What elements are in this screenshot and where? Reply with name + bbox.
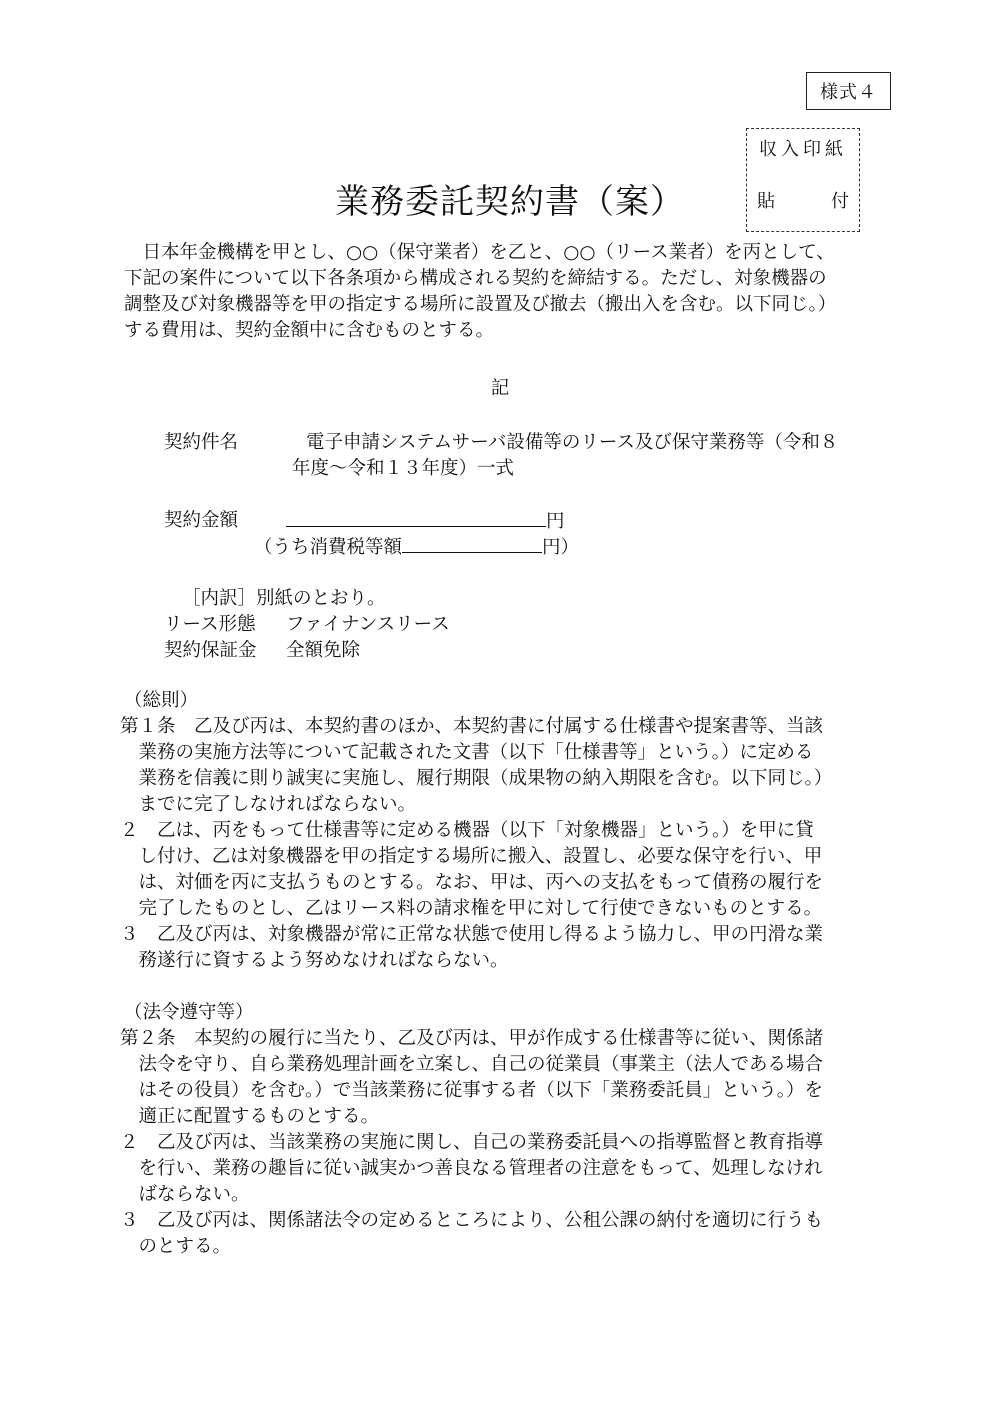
article-line: ３ 乙及び丙は、関係諸法令の定めるところにより、公租公課の納付を適切に行うも bbox=[120, 1210, 824, 1231]
article-line: はその役員）を含む。）で当該業務に従事する者（以下「業務委託員」という。）を bbox=[120, 1080, 824, 1101]
lease-type-value: ファイナンスリース bbox=[286, 614, 450, 635]
article-line: 適正に配置するものとする。 bbox=[120, 1106, 380, 1127]
tax-unit: 円） bbox=[542, 537, 580, 558]
tax-label: （うち消費税等額 bbox=[254, 537, 403, 558]
section-heading: （総則） bbox=[124, 690, 199, 711]
preamble-line: 下記の案件について以下各条項から構成される契約を締結する。ただし、対象機器の bbox=[124, 268, 827, 289]
preamble bbox=[124, 240, 894, 344]
revenue-stamp-box bbox=[746, 128, 860, 232]
article-line: 完了したものとし、乙はリース料の請求権を甲に対して行使できないものとする。 bbox=[120, 898, 823, 919]
deposit-label: 契約保証金 bbox=[164, 640, 257, 661]
preamble-line: 日本年金機構を甲とし、○○（保守業者）を乙と、○○（リース業者）を丙として、 bbox=[124, 242, 835, 263]
article-line: し付け、乙は対象機器を甲の指定する場所に搬入、設置し、必要な保守を行い、甲 bbox=[120, 846, 823, 867]
article-2 bbox=[120, 1026, 890, 1260]
stamp-text-right: 付 bbox=[831, 191, 849, 212]
contract-name-value-1: 電子申請システムサーバ設備等のリース及び保守業務等（令和８ bbox=[306, 432, 839, 453]
deposit-value: 全額免除 bbox=[286, 640, 361, 661]
amount-unit: 円 bbox=[546, 511, 565, 532]
section-heading: （法令遵守等） bbox=[124, 1002, 254, 1023]
lease-type-label: リース形態 bbox=[164, 614, 256, 635]
contract-name-label: 契約件名 bbox=[164, 432, 239, 453]
article-line: 業務を信義に則り誠実に実施し、履行期限（成果物の納入期限を含む。以下同じ。） bbox=[120, 768, 833, 789]
stamp-text-left: 貼 bbox=[757, 191, 775, 212]
article-line: 務遂行に資するよう努めなければならない。 bbox=[120, 950, 509, 971]
amount-blank-line bbox=[286, 508, 546, 527]
article-line: ２ 乙及び丙は、当該業務の実施に関し、自己の業務委託員への指導監督と教育指導 bbox=[120, 1132, 824, 1153]
article-line: ３ 乙及び丙は、対象機器が常に正常な状態で使用し得るよう協力し、甲の円滑な業 bbox=[120, 924, 824, 945]
article-line: ２ 乙は、丙をもって仕様書等に定める機器（以下「対象機器」という。）を甲に貸 bbox=[120, 820, 814, 841]
article-line: 第１条 乙及び丙は、本契約書のほか、本契約書に付属する仕様書や提案書等、当該 bbox=[120, 716, 824, 737]
form-number-label: 様式４ bbox=[806, 72, 891, 110]
contract-amount-line bbox=[286, 508, 565, 535]
article-line: を行い、業務の趣旨に従い誠実かつ善良なる管理者の注意をもって、処理しなけれ bbox=[120, 1158, 823, 1179]
tax-blank-line bbox=[402, 534, 542, 553]
article-line: 業務の実施方法等について記載された文書（以下「仕様書等」という。）に定める bbox=[120, 742, 814, 763]
article-line: は、対価を丙に支払うものとする。なお、甲は、丙への支払をもって債務の履行を bbox=[120, 872, 824, 893]
article-line: ばならない。 bbox=[120, 1184, 250, 1205]
ki-heading: 記 bbox=[490, 378, 510, 399]
document-title: 業務委託契約書（案） bbox=[335, 182, 685, 222]
article-1 bbox=[120, 714, 890, 974]
contract-name-value-2: 年度～令和１３年度）一式 bbox=[292, 458, 515, 479]
article-line: のとする。 bbox=[120, 1236, 232, 1257]
article-line: 法令を守り、自ら業務処理計画を立案し、自己の従業員（事業主（法人である場合 bbox=[120, 1054, 824, 1075]
stamp-text-line1: 収入印紙 bbox=[759, 139, 847, 160]
article-line: までに完了しなければならない。 bbox=[120, 794, 417, 815]
preamble-line: 調整及び対象機器等を甲の指定する場所に設置及び撤去（搬出入を含む。以下同じ。） bbox=[124, 294, 837, 315]
breakdown-note: ［内訳］別紙のとおり。 bbox=[182, 588, 386, 609]
preamble-line: する費用は、契約金額中に含むものとする。 bbox=[124, 320, 495, 341]
article-line: 第２条 本契約の履行に当たり、乙及び丙は、甲が作成する仕様書等に従い、関係諸 bbox=[120, 1028, 824, 1049]
contract-amount-label: 契約金額 bbox=[164, 510, 239, 531]
tax-amount-line bbox=[254, 534, 579, 561]
